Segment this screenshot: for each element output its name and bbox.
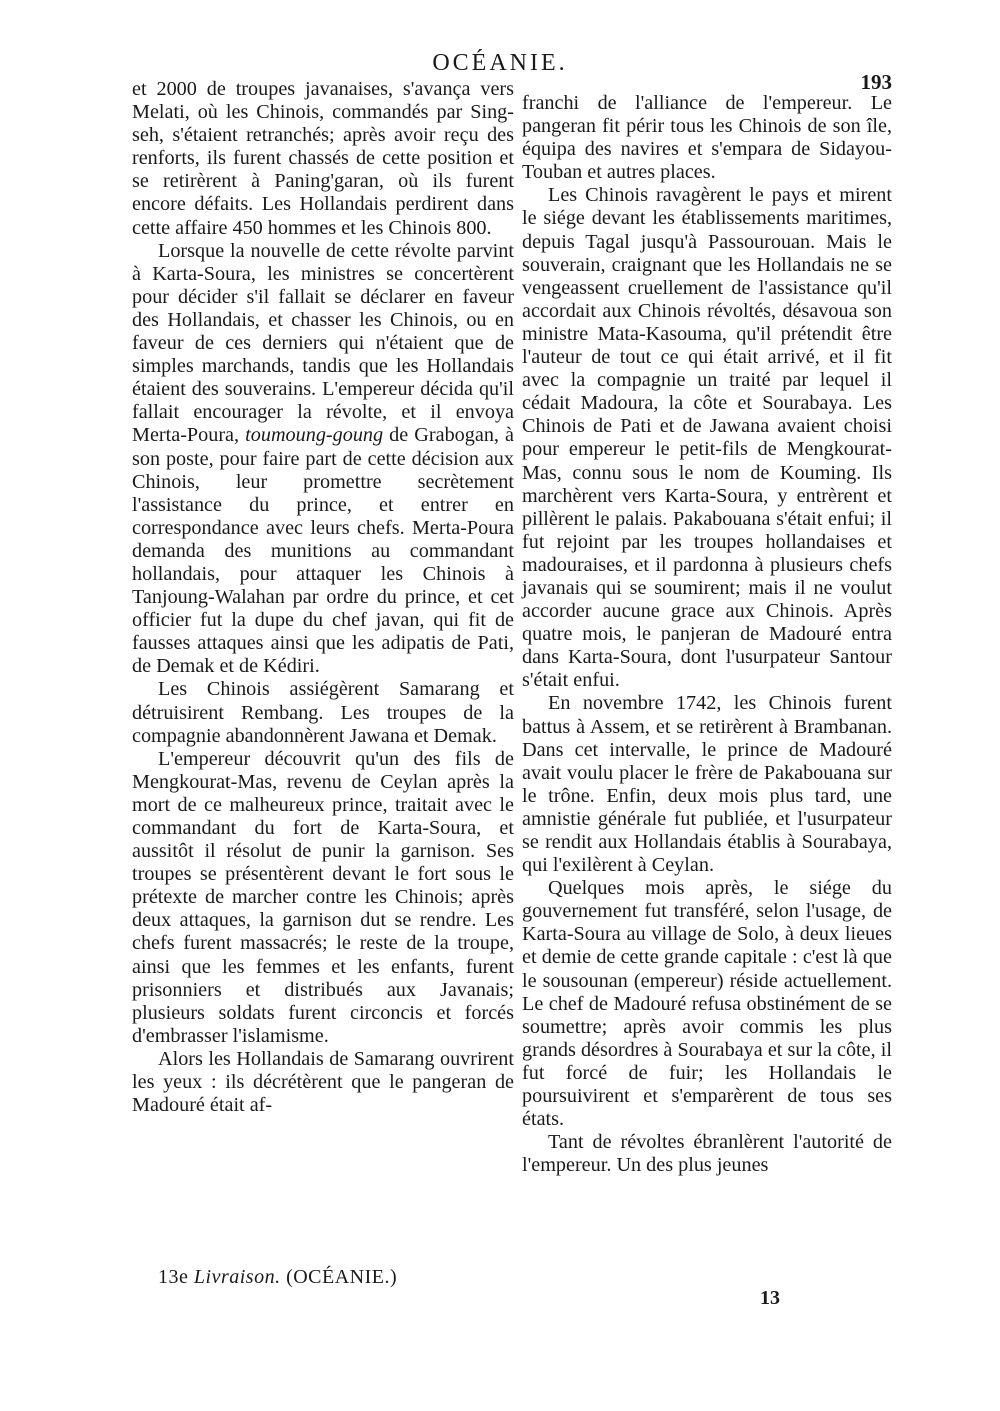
paragraph: franchi de l'alliance de l'empereur. Le pangeran fit périr tous les Chinois de son île, équipa des navires et s'empara de Sidayou-Touban et autres places. (522, 92, 892, 184)
livraison-footer (158, 1266, 397, 1289)
signature-mark: 13 (760, 1287, 780, 1309)
paragraph: Alors les Hollandais de Samarang ouvrirent les yeux : ils décrétèrent que le pangeran de Madouré était af- (132, 1047, 514, 1117)
paragraph: Les Chinois assiégèrent Samarang et détruisirent Rembang. Les troupes de la compagnie abandonnèrent Jawana et Demak. (132, 678, 514, 747)
paragraph: Les Chinois ravagèrent le pays et mirent le siége devant les établissements maritimes, depuis Tagal jusqu'à Passourouan. Mais le souverain, craignant que les Hollandais ne se vengeassent cruellement de l'assistance qu'il accordait aux Chinois révoltés, désavoua son ministre Mata-Kasouma, qu'il prétendit être l'auteur de tout ce qui était arrivé, et il fit avec la compagnie un traité par lequel il cédait Madoura, la côte et Sourabaya. Les Chinois de Pati et de Jawana avaient choisi pour empereur le petit-fils de Mengkourat-Mas, connu sous le nom de Kouming. Ils marchèrent vers Karta-Soura, y entrèrent et pillèrent le palais. Pakabouana s'était enfui; il fut rejoint par les troupes hollandaises et madouraises, et il pardonna à plusieurs chefs javanais qui se soumirent; mais il ne voulut accorder aucune grace aux Chinois. Après quatre mois, le panjeran de Madouré entra dans Karta-Soura, dont l'usurpateur Santour s'était enfui. (522, 184, 892, 692)
paragraph: Tant de révoltes ébranlèrent l'autorité de l'empereur. Un des plus jeunes (522, 1131, 892, 1177)
paragraph: Quelques mois après, le siége du gouvernement fut transféré, selon l'usage, de Karta-Soura au village de Solo, à deux lieues et demie de cette grande capitale : c'est là que le sousounan (empereur) réside actuellement. Le chef de Madouré refusa obstinément de se soumettre; après avoir commis les plus grands désordres à Sourabaya et sur la côte, il fut forcé de fuir; les Hollandais le poursuivirent et s'emparèrent de tous ses états. (522, 877, 892, 1131)
left-column (132, 78, 514, 1117)
paragraph: et 2000 de troupes javanaises, s'avança vers Melati, où les Chinois, commandés par Sing-seh, s'étaient retranchés; après avoir reçu des renforts, ils furent chassés de cette position et se retirèrent à Paning'garan, où ils furent encore défaits. Les Hollandais perdirent dans cette affaire 450 hommes et les Chinois 800. (132, 78, 514, 239)
running-head: OCÉANIE. (432, 50, 568, 76)
page-number: 193 (860, 70, 892, 94)
paragraph: L'empereur découvrit qu'un des fils de Mengkourat-Mas, revenu de Ceylan après la mort de ce malheureux prince, traitait avec le commandant du fort de Karta-Soura, et aussitôt il résolut de punir la garnison. Ses troupes se présentèrent devant le fort sous le prétexte de marcher contre les Chinois; après deux attaques, la garnison dut se rendre. Les chefs furent massacrés; le reste de la troupe, ainsi que les femmes et les enfants, furent prisonniers et distribués aux Javanais; plusieurs soldats furent circoncis et forcés d'embrasser l'islamisme. (132, 747, 514, 1047)
italic-term: toumoung-goung (245, 424, 384, 447)
paragraph-text: de Grabogan, à son poste, pour faire part de cette décision aux Chinois, leur promettre secrètement l'assistance du prince, et entrer en correspondance avec leurs chefs. Merta-Poura demanda des munitions au commandant hollandais, pour attaquer les Chinois à Tanjoung-Walahan par ordre du prince, et cet officier fut la dupe du chef javan, qui fit de fausses attaques ainsi que les adipatis de Pati, de Demak et de Kédiri. (132, 424, 514, 678)
livraison-word: Livraison. (193, 1266, 281, 1288)
livraison-series: (OCÉANIE.) (286, 1266, 398, 1288)
paragraph-text: Lorsque la nouvelle de cette révolte parvint à Karta-Soura, les ministres se concertèrent pour décider s'il fallait se déclarer en faveur des Hollandais, et chasser les Chinois, ou en faveur de ces derniers qui n'étaient que de simples marchands, tandis que les Hollandais étaient des souverains. L'empereur décida qu'il fallait encourager la révolte, et il envoya Merta-Poura, (132, 239, 514, 447)
livraison-number: 13e (158, 1266, 189, 1288)
paragraph: En novembre 1742, les Chinois furent battus à Assem, et se retirèrent à Brambanan. Dans cet intervalle, le prince de Madouré avait voulu placer le frère de Pakabouana sur le trône. Enfin, deux mois plus tard, une amnistie générale fut publiée, et l'usurpateur se rendit aux Hollandais établis à Sourabaya, qui l'exilèrent à Ceylan. (522, 692, 892, 877)
paragraph (132, 240, 514, 679)
right-column (522, 92, 892, 1177)
